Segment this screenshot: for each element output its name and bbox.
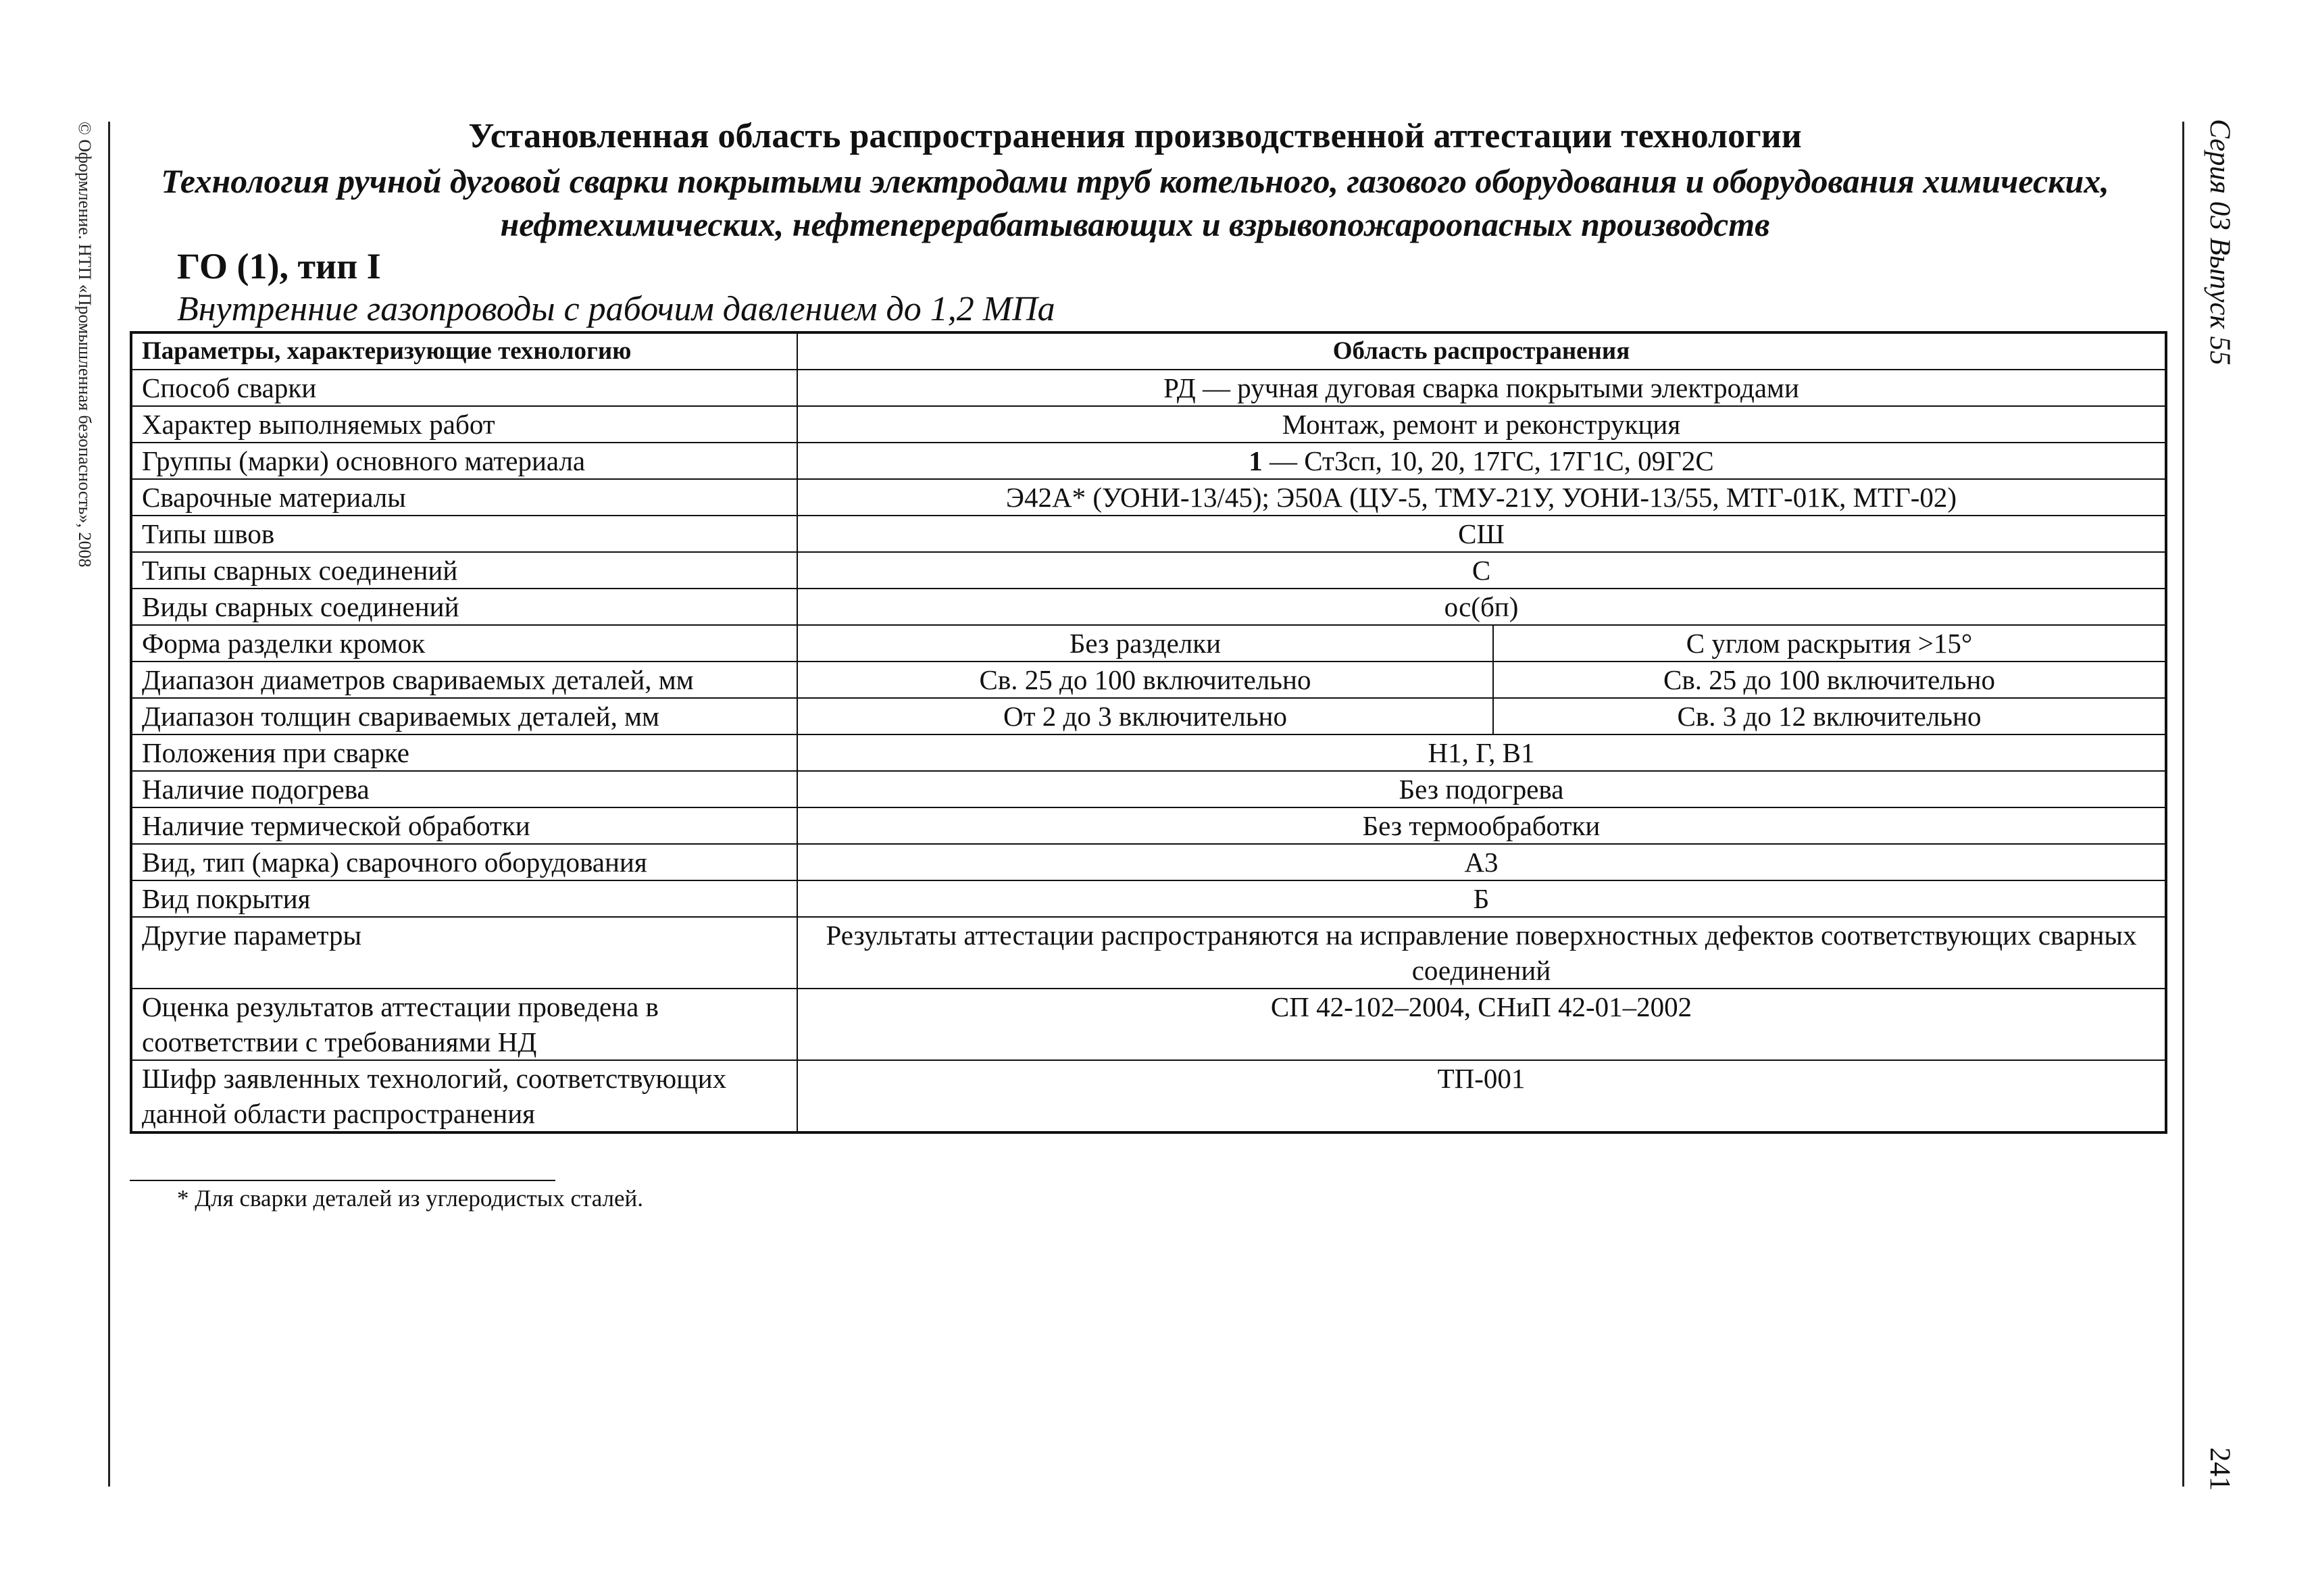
series-label: Серия 03 Выпуск 55: [2204, 119, 2236, 366]
param-cell: Положения при сварке: [131, 734, 797, 771]
subtitle-line-2: нефтехимических, нефтеперерабатывающих и взрывопожароопасных производств: [500, 205, 1770, 243]
param-cell: Способ сварки: [131, 370, 797, 406]
copyright-note: © Оформление. НТП «Промышленная безопасность», 2008: [75, 122, 95, 568]
table-row: [131, 406, 2166, 443]
value-cell: Без подогрева: [797, 771, 2166, 807]
param-cell: Вид покрытия: [131, 880, 797, 917]
value-cell-right: Св. 25 до 100 включительно: [1493, 662, 2166, 698]
param-cell: Форма разделки кромок: [131, 625, 797, 662]
value-cell: Н1, Г, В1: [797, 734, 2166, 771]
table-row: [131, 880, 2166, 917]
param-cell: Вид, тип (марка) сварочного оборудования: [131, 844, 797, 880]
value-cell: ТП-001: [797, 1060, 2166, 1132]
value-cell: С: [797, 552, 2166, 589]
param-cell: Оценка результатов аттестации проведена в соответствии с требованиями НД: [131, 989, 797, 1060]
param-cell: Типы сварных соединений: [131, 552, 797, 589]
value-cell: СП 42-102–2004, СНиП 42-01–2002: [797, 989, 2166, 1060]
param-cell: Виды сварных соединений: [131, 589, 797, 625]
param-cell: Диапазон толщин свариваемых деталей, мм: [131, 698, 797, 734]
value-cell: Результаты аттестации распространяются на исправление поверхностных дефектов соответствующих сварных соединений: [797, 917, 2166, 989]
group-title: ГО (1), тип I: [177, 246, 381, 286]
header-parameters: Параметры, характеризующие технологию: [131, 332, 797, 370]
value-cell: Б: [797, 880, 2166, 917]
table-row: [131, 625, 2166, 662]
value-cell: Без термообработки: [797, 807, 2166, 844]
table-row: [131, 917, 2166, 989]
footnote: * Для сварки деталей из углеродистых сталей.: [177, 1185, 644, 1212]
value-cell: [797, 443, 2166, 479]
table-row: [131, 844, 2166, 880]
table-row: [131, 589, 2166, 625]
table-row: [131, 552, 2166, 589]
param-cell: Группы (марки) основного материала: [131, 443, 797, 479]
value-cell: ос(бп): [797, 589, 2166, 625]
page-title: Установленная область распространения производственной аттестации технологии: [468, 117, 1802, 155]
group-subtitle: Внутренние газопроводы с рабочим давлением до 1,2 МПа: [177, 290, 1055, 328]
table-header-row: [131, 332, 2166, 370]
table-row: [131, 1060, 2166, 1132]
table-row: [131, 807, 2166, 844]
param-cell: Диапазон диаметров свариваемых деталей, мм: [131, 662, 797, 698]
value-cell: РД — ручная дуговая сварка покрытыми электродами: [797, 370, 2166, 406]
param-cell: Наличие термической обработки: [131, 807, 797, 844]
param-cell: Характер выполняемых работ: [131, 406, 797, 443]
value-cell: А3: [797, 844, 2166, 880]
right-margin-rule: [2182, 122, 2184, 1487]
value-cell-left: Без разделки: [797, 625, 1493, 662]
value-cell-left: От 2 до 3 включительно: [797, 698, 1493, 734]
table-row: [131, 771, 2166, 807]
table-row: [131, 479, 2166, 516]
table-row: [131, 370, 2166, 406]
value-cell-right: С углом раскрытия >15°: [1493, 625, 2166, 662]
footnote-separator: [130, 1180, 555, 1181]
header-scope: Область распространения: [797, 332, 2166, 370]
param-cell: Наличие подогрева: [131, 771, 797, 807]
value-cell: Э42А* (УОНИ-13/45); Э50А (ЦУ-5, ТМУ-21У, УОНИ-13/55, МТГ-01К, МТГ-02): [797, 479, 2166, 516]
table-row: [131, 516, 2166, 552]
table-row: [131, 989, 2166, 1060]
group-grades: — Ст3сп, 10, 20, 17ГС, 17Г1С, 09Г2С: [1262, 445, 1714, 476]
page-subtitle: [135, 159, 2135, 246]
parameters-table: [130, 331, 2167, 1134]
value-cell-right: Св. 3 до 12 включительно: [1493, 698, 2166, 734]
value-cell: СШ: [797, 516, 2166, 552]
param-cell: Типы швов: [131, 516, 797, 552]
param-cell: Другие параметры: [131, 917, 797, 989]
subtitle-line-1: Технология ручной дуговой сварки покрытыми электродами труб котельного, газового оборудования и оборудования химических,: [161, 162, 2109, 200]
table-row: [131, 443, 2166, 479]
group-number: 1: [1249, 445, 1263, 476]
value-cell-left: Св. 25 до 100 включительно: [797, 662, 1493, 698]
param-cell: Шифр заявленных технологий, соответствующих данной области распространения: [131, 1060, 797, 1132]
table-row: [131, 734, 2166, 771]
page-number: 241: [2204, 1447, 2236, 1491]
param-cell: Сварочные материалы: [131, 479, 797, 516]
table-row: [131, 698, 2166, 734]
table-row: [131, 662, 2166, 698]
left-margin-rule: [108, 122, 110, 1487]
value-cell: Монтаж, ремонт и реконструкция: [797, 406, 2166, 443]
